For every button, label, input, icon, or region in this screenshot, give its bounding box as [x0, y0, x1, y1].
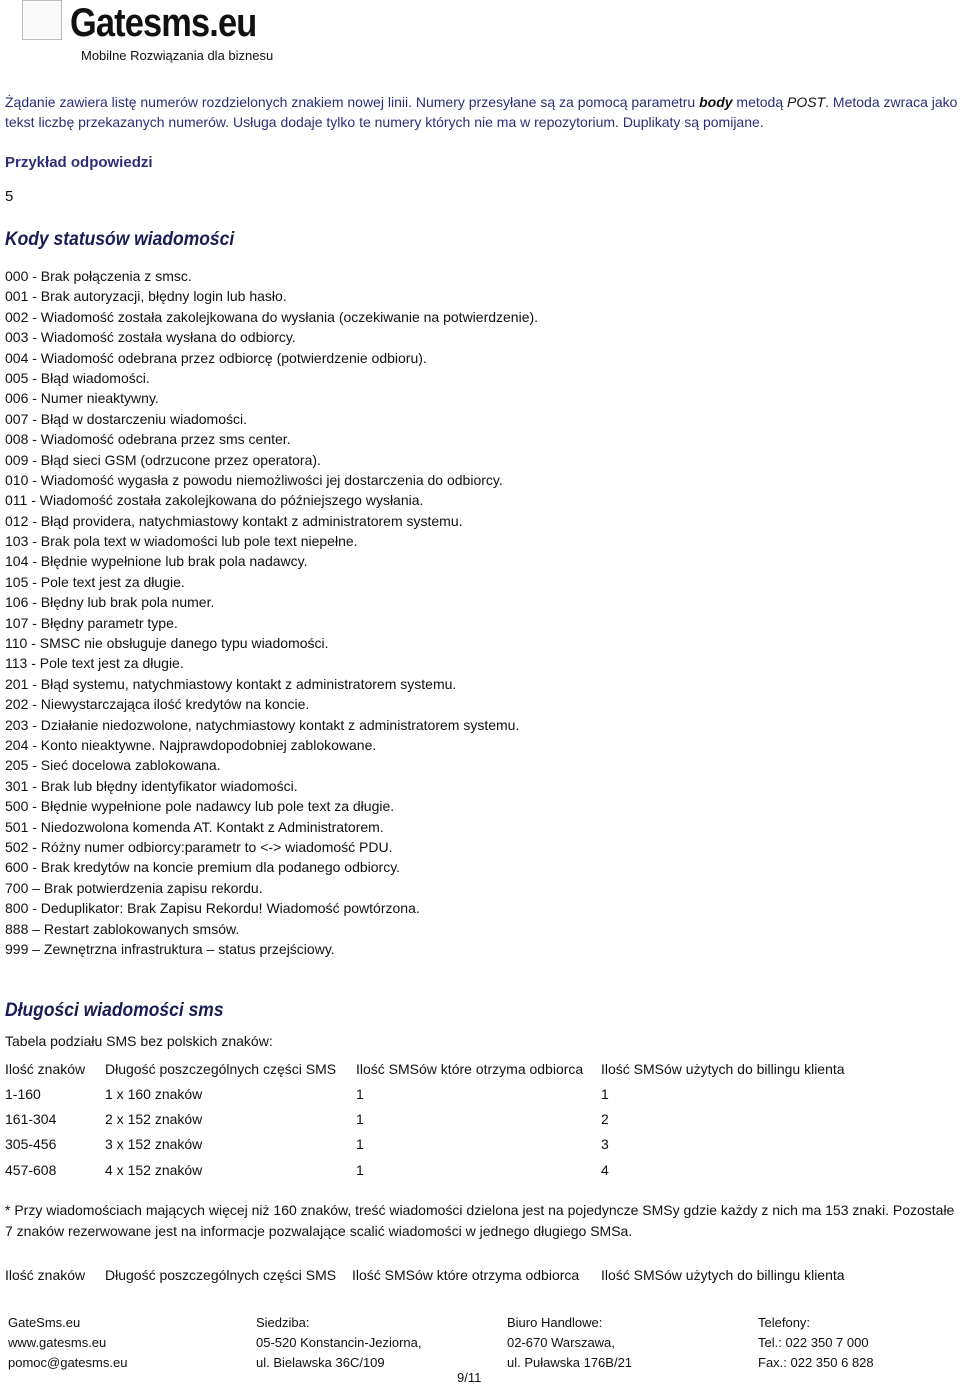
sms-second-table-header: [5, 1264, 901, 1286]
status-code-item: 110 - SMSC nie obsługuje danego typu wiadomości.: [5, 635, 329, 652]
table-header-row: [5, 1056, 901, 1081]
table-row: [5, 1132, 901, 1157]
status-code-item: 700 – Brak potwierdzenia zapisu rekordu.: [5, 879, 263, 896]
status-code-item: 301 - Brak lub błędny identyfikator wiadomości.: [5, 777, 298, 794]
intro-paragraph: [5, 92, 960, 132]
footer-seat: [256, 1313, 422, 1373]
footer-office-street: ul. Puławska 176B/21: [507, 1355, 633, 1370]
status-code-item: 104 - Błędnie wypełnione lub brak pola nadawcy.: [5, 553, 308, 570]
table-row: [5, 1106, 901, 1131]
column-header: Ilość znaków: [5, 1267, 86, 1283]
status-code-item: 501 - Niedozwolona komenda AT. Kontakt z Administratorem.: [5, 818, 384, 835]
footer-phones: [758, 1313, 874, 1373]
param-name: body: [699, 94, 733, 110]
example-value: 5: [5, 188, 14, 205]
status-code-item: 003 - Wiadomość została wysłana do odbiorcy.: [5, 329, 296, 346]
table-cell: 1: [356, 1085, 364, 1102]
status-code-item: 113 - Pole text jest za długie.: [5, 655, 184, 672]
status-code-item: 011 - Wiadomość została zakolejkowana do późniejszego wysłania.: [5, 492, 424, 509]
status-code-item: 500 - Błędnie wypełnione pole nadawcy lub pole text za długie.: [5, 798, 395, 815]
intro-text-2: metodą: [732, 94, 788, 110]
status-code-item: 202 - Niewystarczająca ilość kredytów na koncie.: [5, 696, 310, 713]
table-cell: 1: [601, 1085, 609, 1102]
status-code-item: 105 - Pole text jest za długie.: [5, 573, 185, 590]
status-code-item: 006 - Numer nieaktywny.: [5, 390, 159, 407]
sms-split-table: [5, 1056, 901, 1183]
intro-text-1: Żądanie zawiera listę numerów rozdzielonych znakiem nowej linii. Numery przesyłane są za pomocą parametru: [5, 94, 700, 110]
column-header: Ilość SMSów które otrzyma odbiorca: [356, 1060, 584, 1077]
table-cell: 4: [601, 1161, 609, 1178]
footer-seat-label: Siedziba:: [256, 1315, 310, 1330]
status-code-item: 205 - Sieć docelowa zablokowana.: [5, 757, 221, 774]
footer-phones-label: Telefony:: [758, 1315, 811, 1330]
status-code-item: 502 - Różny numer odbiorcy:parametr to <-> wiadomość PDU.: [5, 838, 393, 855]
sms-split-note: * Przy wiadomościach mających więcej niż 160 znaków, treść wiadomości dzielona jest na pojedyncze SMSy gdzie każdy z nich ma 153 znaki. Pozostałe 7 znaków rezerwowane jest na informacje pozwalające scalić wiadomości w jednego długiego SMSa.: [5, 1202, 955, 1239]
footer-seat-city: 05-520 Konstancin-Jeziorna,: [256, 1335, 422, 1350]
footer-office-label: Biuro Handlowe:: [507, 1315, 603, 1330]
status-code-item: 005 - Błąd wiadomości.: [5, 369, 150, 386]
table-cell: 1: [356, 1161, 364, 1178]
table-header-row: [5, 1264, 901, 1286]
table-row: [5, 1081, 901, 1106]
table-cell: 3 x 152 znaków: [105, 1136, 203, 1153]
footer-website-link[interactable]: www.gatesms.eu: [8, 1335, 107, 1350]
status-code-item: 010 - Wiadomość wygasła z powodu niemożliwości jej dostarczenia do odbiorcy.: [5, 471, 503, 488]
column-header: Ilość SMSów użytych do billingu klienta: [601, 1267, 845, 1283]
status-code-item: 888 – Restart zablokowanych smsów.: [5, 920, 240, 937]
table-caption: Tabela podziału SMS bez polskich znaków:: [5, 1033, 273, 1049]
table-cell: 1 x 160 znaków: [105, 1085, 203, 1102]
intro-text-3: . Metoda zwraca jako tekst liczbę przekazanych numerów. Usługa dodaje tylko te numery których nie ma w repozytorium. Duplikaty są pomijane.: [5, 94, 958, 130]
table-cell: 457-608: [5, 1161, 57, 1178]
logo-image: [22, 0, 62, 40]
table-cell: 305-456: [5, 1136, 57, 1153]
table-cell: 4 x 152 znaków: [105, 1161, 203, 1178]
status-code-item: 204 - Konto nieaktywne. Najprawdopodobniej zablokowane.: [5, 736, 377, 753]
footer-fax: Fax.: 022 350 6 828: [758, 1355, 874, 1370]
status-code-item: 004 - Wiadomość odebrana przez odbiorcę (potwierdzenie odbioru).: [5, 349, 427, 366]
status-code-item: 999 – Zewnętrzna infrastruktura – status przejściowy.: [5, 940, 335, 957]
column-header: Długość poszczególnych części SMS: [105, 1060, 337, 1077]
status-code-item: 201 - Błąd systemu, natychmiastowy kontakt z administratorem systemu.: [5, 675, 457, 692]
status-code-item: 000 - Brak połączenia z smsc.: [5, 268, 192, 284]
footer-seat-street: ul. Bielawska 36C/109: [256, 1355, 385, 1370]
footer-office-city: 02-670 Warszawa,: [507, 1335, 615, 1350]
status-code-item: 008 - Wiadomość odebrana przez sms center.: [5, 431, 291, 448]
table-cell: 2 x 152 znaków: [105, 1111, 203, 1128]
status-code-item: 106 - Błędny lub brak pola numer.: [5, 594, 215, 611]
page-number: 9/11: [457, 1370, 482, 1385]
brand-name: Gatesms.eu: [70, 1, 257, 45]
footer-email-link[interactable]: pomoc@gatesms.eu: [8, 1355, 128, 1370]
status-code-item: 203 - Działanie niedozwolone, natychmiastowy kontakt z administratorem systemu.: [5, 716, 520, 733]
status-code-item: 012 - Błąd providera, natychmiastowy kontakt z administratorem systemu.: [5, 512, 463, 529]
column-header: Ilość SMSów które otrzyma odbiorca: [352, 1267, 580, 1283]
status-code-item: 800 - Deduplikator: Brak Zapisu Rekordu! Wiadomość powtórzona.: [5, 900, 420, 917]
status-codes-list: [5, 266, 538, 959]
example-heading: Przykład odpowiedzi: [5, 154, 153, 171]
status-code-item: 107 - Błędny parametr type.: [5, 614, 178, 631]
table-cell: 1: [356, 1136, 364, 1153]
status-code-item: 001 - Brak autoryzacji, błędny login lub hasło.: [5, 288, 287, 305]
brand-tagline: Mobilne Rozwiązania dla biznesu: [81, 48, 274, 63]
status-code-item: 007 - Błąd w dostarczeniu wiadomości.: [5, 410, 248, 427]
column-header: Ilość SMSów użytych do billingu klienta: [601, 1060, 845, 1077]
table-cell: 161-304: [5, 1111, 57, 1128]
footer-company-name: GateSms.eu: [8, 1315, 81, 1330]
status-codes-heading: Kody statusów wiadomości: [5, 229, 235, 250]
column-header: Ilość znaków: [5, 1060, 86, 1077]
table-cell: 1: [356, 1111, 364, 1128]
table-cell: 1-160: [5, 1085, 41, 1102]
table-cell: 2: [601, 1111, 609, 1128]
status-code-item: 002 - Wiadomość została zakolejkowana do wysłania (oczekiwanie na potwierdzenie).: [5, 308, 539, 325]
footer-phone: Tel.: 022 350 7 000: [758, 1335, 869, 1350]
status-code-item: 103 - Brak pola text w wiadomości lub pole text niepełne.: [5, 533, 358, 550]
sms-length-heading: Długości wiadomości sms: [5, 1000, 224, 1021]
table-row: [5, 1157, 901, 1182]
footer-company: [8, 1313, 127, 1373]
method-name: POST: [787, 94, 826, 110]
status-code-item: 600 - Brak kredytów na koncie premium dla podanego odbiorcy.: [5, 859, 401, 876]
status-code-item: 009 - Błąd sieci GSM (odrzucone przez operatora).: [5, 451, 321, 468]
footer-office: [507, 1313, 632, 1373]
column-header: Długość poszczególnych części SMS: [105, 1267, 337, 1283]
table-cell: 3: [601, 1136, 609, 1153]
